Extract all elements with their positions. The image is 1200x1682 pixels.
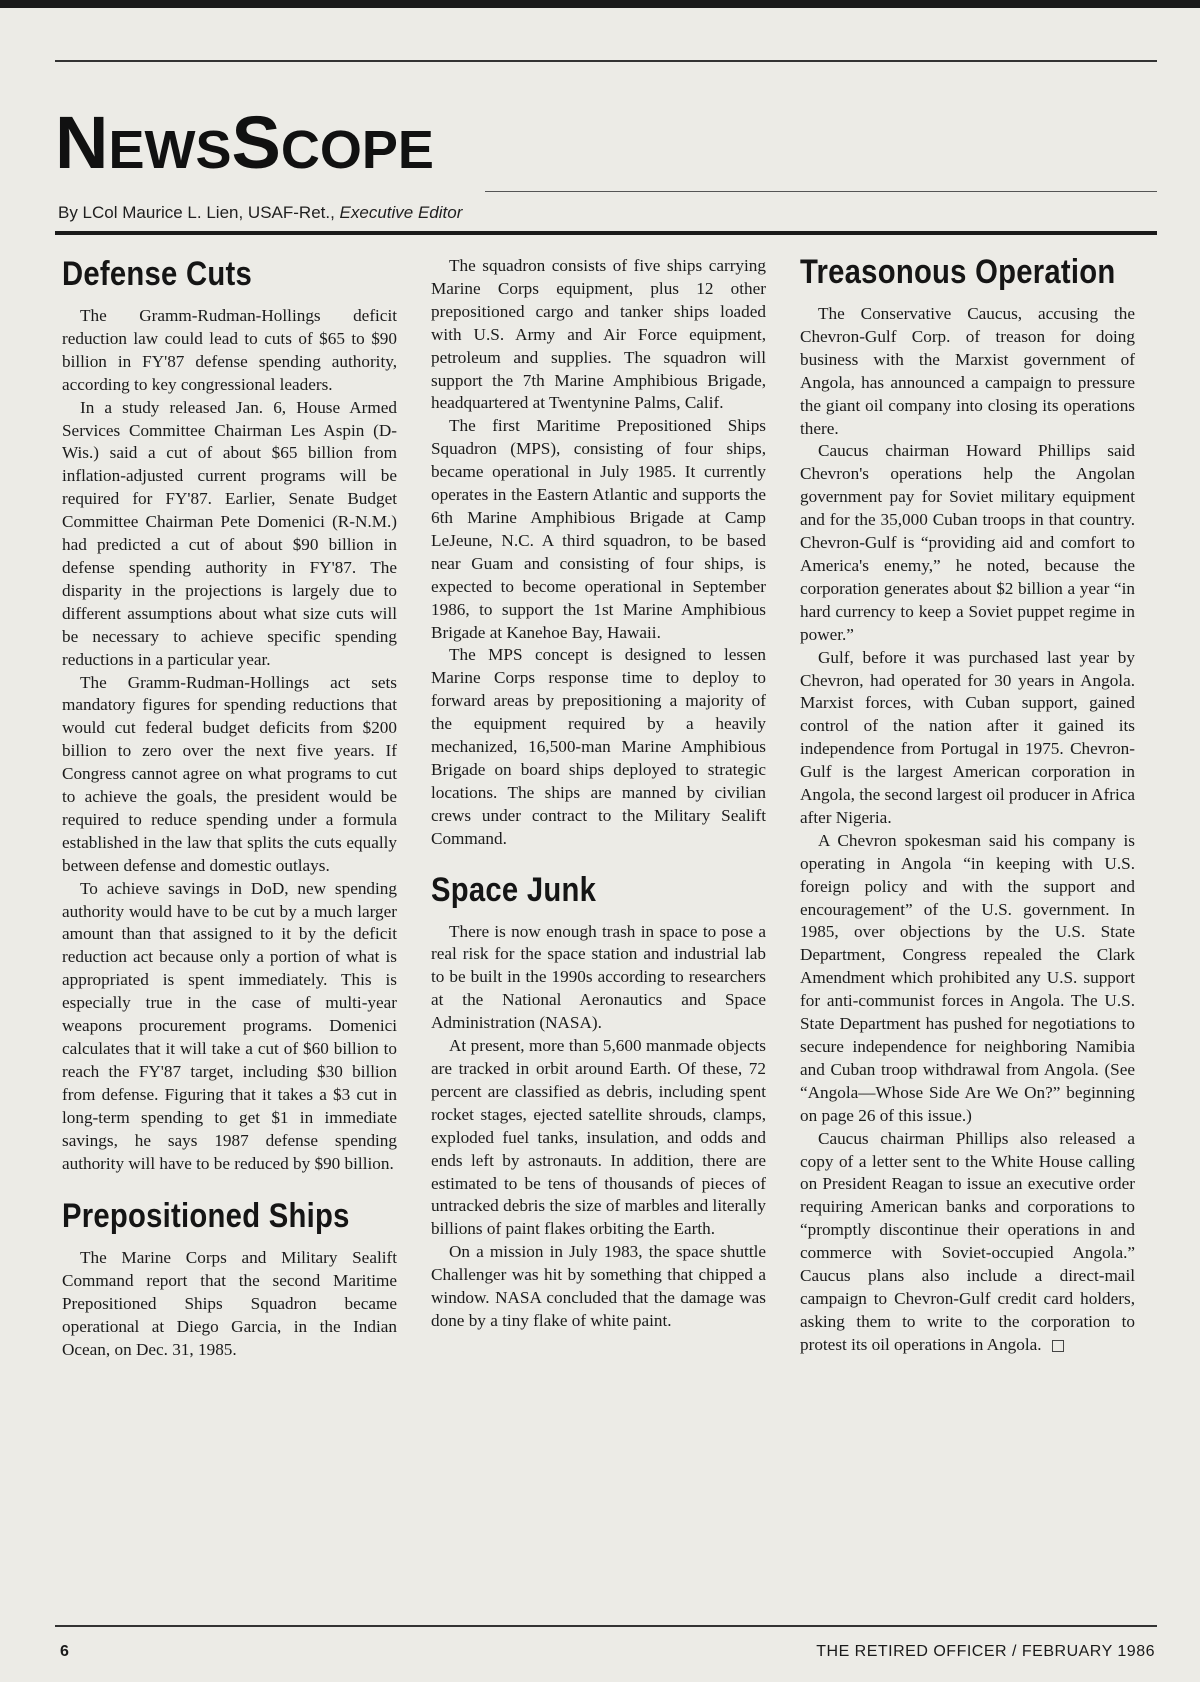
article-paragraph: Caucus chairman Howard Phillips said Chevron's operations help the Angolan government pay for Soviet military equipment and for the 35,000 Cuban troops in that country. Chevron-Gulf is “providing aid and comfort to America's enemy,” he noted, because the corporation generates about $2 billion a year “in hard currency to keep a Soviet puppet regime in power.” — [800, 441, 1135, 644]
defense-cuts-heading: Defense Cuts — [62, 255, 252, 293]
newsscope-logo — [55, 101, 434, 184]
article-paragraph: At present, more than 5,600 manmade objects are tracked in orbit around Earth. Of these, 72 percent are classified as debris, including spent rocket stages, ejected satellite shrouds, clamps, exploded fuel tanks, insulation, and odds and ends left by astronauts. In addition, there are estimated to be tens of thousands of pieces of untracked debris the size of marbles and literally billions of paint flakes orbiting the Earth. — [431, 1036, 766, 1239]
article-paragraph: In a study released Jan. 6, House Armed Services Committee Chairman Les Aspin (D-Wis.) said a cut of about $65 billion from inflation-adjusted current programs will be required for FY'87. Earlier, Senate Budget Committee Chairman Pete Domenici (R-N.M.) had predicted a cut of about $90 billion in defense spending authority in FY'87. The disparity in the projections is largely due to different assumptions about what size cuts will be necessary to achieve specific spending reductions in a particular year. — [62, 397, 397, 669]
article-paragraph-last — [800, 1128, 1135, 1357]
treasonous-operation-heading: Treasonous Operation — [800, 253, 1116, 291]
logo-letters-cope: COPE — [280, 120, 434, 180]
publication-footer: THE RETIRED OFFICER / FEBRUARY 1986 — [816, 1643, 1155, 1660]
top-edge-band — [0, 0, 1200, 8]
article-paragraph: There is now enough trash in space to pose a real risk for the space station and industrial lab to be built in the 1990s according to researchers at the National Aeronautics and Space Administration (NASA). — [431, 921, 766, 1033]
article-paragraph: A Chevron spokesman said his company is operating in Angola “in keeping with U.S. foreign policy and with the support and encouragement” of the U.S. government. In 1985, over objections by the U.S. State Department, Congress repealed the Clark Amendment which prohibited any U.S. support for anti-communist forces in Angola. The U.S. State Department has pushed for negotiations to secure independence for neighboring Namibia and Cuban troop withdrawal from Angola. (See “Angola—Whose Side Are We On?” beginning on page 26 of this issue.) — [800, 830, 1135, 1125]
byline — [58, 203, 462, 223]
masthead — [55, 101, 1157, 196]
column-1 — [62, 255, 397, 1362]
article-paragraph: The MPS concept is designed to lessen Marine Corps response time to deploy to forward areas by prepositioning a majority of the equipment required by a heavily mechanized, 16,500-man Marine Amphibious Brigade on board ships deployed to strategic locations. The ships are manned by civilian crews under contract to the Military Sealift Command. — [431, 645, 766, 848]
logo-letters-ews: EWS — [108, 120, 232, 180]
page-number: 6 — [60, 1643, 69, 1660]
logo-letter-n: N — [55, 101, 109, 184]
article-paragraph: On a mission in July 1983, the space shuttle Challenger was hit by something that chipped a window. NASA concluded that the damage was done by a tiny flake of white paint. — [431, 1242, 766, 1330]
logo-letter-s: S — [231, 101, 281, 184]
article-paragraph: The Gramm-Rudman-Hollings deficit reduction law could lead to cuts of $65 to $90 billion in FY'87 defense spending authority, according to key congressional leaders. — [62, 306, 397, 394]
byline-role: Executive Editor — [339, 203, 463, 222]
space-junk-heading: Space Junk — [431, 870, 597, 909]
article-paragraph: The squadron consists of five ships carrying Marine Corps equipment, plus 12 other prepositioned cargo and tanker ships loaded with U.S. Army and Air Force equipment, petroleum and supplies. The squadron will support the 7th Marine Amphibious Brigade, headquartered at Twentynine Palms, Calif. — [431, 256, 766, 413]
article-paragraph: The Conservative Caucus, accusing the Chevron-Gulf Corp. of treason for doing business with the Marxist government of Angola, has announced a campaign to pressure the giant oil company into closing its operations there. — [800, 304, 1135, 438]
column-2 — [431, 255, 766, 1333]
prepositioned-ships-heading: Prepositioned Ships — [62, 1197, 350, 1236]
article-paragraph: The Gramm-Rudman-Hollings act sets mandatory figures for spending reductions that would cut federal budget deficits from $200 billion to zero over the next five years. If Congress cannot agree on what programs to cut to achieve the goals, the president would be required to reduce spending under a formula established in the law that splits the cuts equally between defense and domestic outlays. — [62, 672, 397, 875]
top-rule — [55, 60, 1157, 62]
byline-author: By LCol Maurice L. Lien, USAF-Ret., — [58, 203, 340, 222]
byline-rule — [55, 231, 1157, 235]
bottom-rule — [55, 1625, 1157, 1627]
article-paragraph: Gulf, before it was purchased last year by Chevron, had operated for 30 years in Angola. Marxist forces, with Cuban support, gained control of the nation after it gained its independence from Portugal in 1975. Chevron-Gulf is the largest American corporation in Angola, the second largest oil producer in Africa after Nigeria. — [800, 647, 1135, 827]
logo-rule — [485, 191, 1157, 192]
article-paragraph: To achieve savings in DoD, new spending authority would have to be cut by a much larger amount than that assigned to it by the deficit reduction act because only a portion of what is appropriated is spent immediately. This is especially true in the case of multi-year weapons procurement programs. Domenici calculates that it will take a cut of $60 billion to reach the FY'87 target, including $30 billion from defense. Figuring that it takes a $3 cut in long-term spending to get $1 in immediate savings, he says 1987 defense spending authority will have to be reduced by $90 billion. — [62, 878, 397, 1173]
column-3 — [800, 255, 1135, 1357]
article-paragraph: The Marine Corps and Military Sealift Command report that the second Maritime Prepositioned Ships Squadron became operational at Diego Garcia, in the Indian Ocean, on Dec. 31, 1985. — [62, 1248, 397, 1360]
article-paragraph: The first Maritime Prepositioned Ships Squadron (MPS), consisting of four ships, became operational in July 1985. It currently operates in the Eastern Atlantic and supports the 6th Marine Amphibious Brigade at Camp LeJeune, N.C. A third squadron, to be based near Guam and consisting of four ships, is expected to become operational in September 1986, to support the 1st Marine Amphibious Brigade at Kanehoe Bay, Hawaii. — [431, 416, 766, 642]
article-paragraph-text: Caucus chairman Phillips also released a copy of a letter sent to the White House calling on President Reagan to issue an executive order requiring American banks and corporations to “promptly discontinue their operations in and commerce with Soviet-occupied Angola.” Caucus plans also include a direct-mail campaign to Chevron-Gulf credit card holders, asking them to write to the corporation to protest its oil operations in Angola. — [800, 1128, 1135, 1354]
end-mark-icon — [1052, 1340, 1064, 1352]
